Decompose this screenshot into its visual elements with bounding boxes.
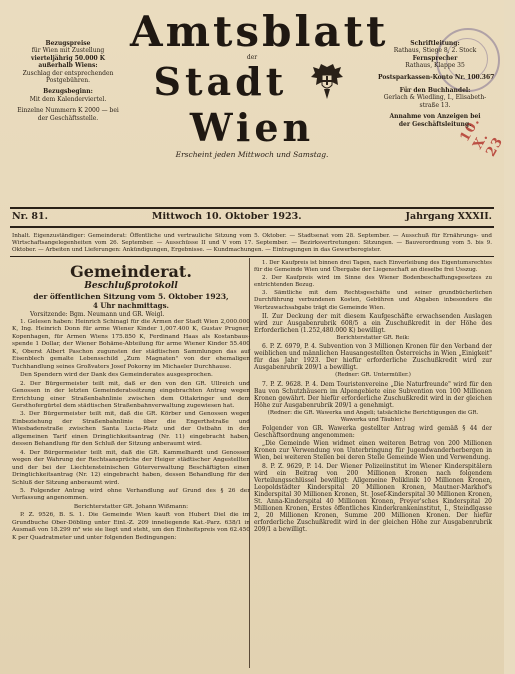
info-line: Fernsprecher xyxy=(412,54,458,62)
info-line: Zuschlag der entsprechenden xyxy=(22,69,114,77)
rapporteur-line: Berichterstatter GR. Reik: xyxy=(336,334,410,341)
rule-below-toc xyxy=(10,256,494,257)
info-line: straße 13. xyxy=(419,101,451,109)
issue-line xyxy=(12,211,492,222)
info-line: Schriftleitung: xyxy=(410,40,460,47)
paragraph: 4. Der Bürgermeister teilt mit, daß die GR. Kammelhardt und Genossen wegen der Wahrung der Rechtsansprüche der Heiger städtischer Angestellten und der bei der Liechtensteinischen Güterverwaltung Beschäftigten einen Dringlichkeitsantrag (Nr. 12) eingebracht haben, dessen Behandlung für den Schluß der Sitzung anberaumt wird. xyxy=(12,449,250,486)
paragraph: 8. P. Z. 9629, P. 14. Der Wiener Polizeiinstitut im Wiener Kinderspitälern wird ein Beitrag von 200 Millionen Kronen nach folgendem Verteilungsschlüssel bewilligt: Allgemeine Poliklinik 10 Millionen Kronen, Leopoldstädter Kinderspital 20 Millionen Kronen, Mautner-Markhof's Kinderspital 30 Millionen Kronen, St. Josef-Kinderspital 30 Millionen Kronen, St. Anna-Kinderspital 40 Millionen Kronen, Preyer'sches Kinderspital 20 Millionen Kronen, Erstes öffentliches Kinderkrankeninstitut, I., Steindlgasse 2, 20 Millionen Kronen, Summe 200 Millionen Kronen. Der hiefür erforderliche Zuschußkredit wird in der gleichen Höhe zur Ausgabenrubrik 209/1 a bewilligt. xyxy=(254,462,492,534)
paragraph: 1. Gelesen haben: Heinrich Schinagl für die Armen der Stadt Wien 2,000.000 K, Ing. Heinrich Donn für arme Wiener Kinder 1,007.400 K, Gustav Prugner, Kopenhagen, für Armen Wiens 175.850 K, Ferdinand Haas als Kostanbaus-spende 1 Dollar, der Wiener Bohäme-Abteilung für arme Wiener Kinder 55.400 K, Oberst Albert Paschon zugunsten der städtischen Sammlungen das auf Eisenblech gemalte Lebensschild „Zum Magnaten" von der ehemaligen Tuchhandlung seines Großvaters Josef Pokorny im Michaeler Durchhause. xyxy=(12,319,250,370)
session-heading: der öffentlichen Sitzung vom 5. Oktober 1923, xyxy=(33,292,229,301)
info-line: Bezugspreise xyxy=(45,40,91,47)
info-line: außerhalb Wiens: xyxy=(38,62,98,70)
info-line: der Geschäftsstelle. xyxy=(37,114,99,122)
info-line: Einzelne Nummern K 2000 — bei xyxy=(17,107,119,115)
masthead-wien: Wien xyxy=(189,105,315,150)
column-right xyxy=(254,260,492,534)
editorial-info xyxy=(378,40,495,128)
info-line: Bezugsbeginn: xyxy=(43,88,93,96)
info-line: Rathaus, Klappe 35 xyxy=(405,62,465,70)
paragraph: 6. P. Z. 6979, P. 4. Subvention von 3 Millionen Kronen für den Verband der weiblichen und männlichen Hausangestellten Österreichs in Wien „Einigkeit" für das Jahr 1923. Der hiefür erforderliche Zuschußkredit wird zur Ausgabenrubrik 209/1 a bewilligt. xyxy=(254,343,492,372)
speaker-note: (Redner: die GR. Wawerka und Angeli; tatsächliche Berichtigungen die GR. Wawerka und Täubler.) xyxy=(267,409,479,423)
protocol-heading: Beschlußprotokoll xyxy=(84,281,178,291)
paragraph: 2. Der Bürgermeister teilt mit, daß er den von den GR. Ullreich und Genossen in der letzten Gemeinderatssitzung eingebrachten Antrag wegen Errichtung einer Straßenbahnlinie zwischen dem Ottakringer und dem Gersthofergürtel dem städtischen Straßenbahnverwaltung zugewiesen hat. xyxy=(12,380,250,409)
paragraph: 3. Der Bürgermeister teilt mit, daß die GR. Körber und Genossen wegen Einbeziehung der Straßenbahnlinie über die Engerthstraße und Wiesbadenstraße zwischen Santa Lucia-Platz und der Ostbahn in den allgemeinen Tarif einen Dringlichkeitsantrag (Nr. 11) eingebracht haben, dessen Behandlung für den Schluß der Sitzung anberaumt wird. xyxy=(12,411,250,448)
masthead-stadt: Stadt xyxy=(153,59,288,104)
paragraph: P. Z. 9526, B. S. 1. Die Gemeinde Wien kauft von Hubert Diel die im Grundbuche Ober-Döbling unter Einl.-Z. 209 inneliegende Kat.-Parz. 638/1 in Ausmaß von 18.299 m² wie sie liegt und steht, um den Einheitspreis von 62.450 K per Quadratmeter und unter folgenden Bedingungen: xyxy=(12,512,250,541)
chair-line: Vorsitzende: Bgm. Neumann und GR. Weigl. xyxy=(30,311,165,318)
paragraph: 3. Sämtliche mit dem Rechtsgeschäfte und seiner grundbücherlichen Durchführung verbundenen Kosten, Gebühren und Abgaben inbesondere die Wertzuwachsabgabe trägt die Gemeinde Wien. xyxy=(254,290,492,311)
info-line: Annahme von Anzeigen bei xyxy=(389,113,481,121)
masthead-der: der xyxy=(246,54,258,61)
vienna-eagle-crest-icon xyxy=(310,63,344,108)
issue-date: Mittwoch 10. Oktober 1923. xyxy=(151,211,302,222)
info-line: Postsparkassen-Konto Nr. 100.367 xyxy=(378,73,495,81)
rule-top xyxy=(10,207,494,209)
column-left xyxy=(12,262,250,543)
rapporteur-line: Berichterstatter GR. Johann Wißmann: xyxy=(73,503,189,510)
section-heading: Gemeinderat. xyxy=(70,262,192,281)
table-of-contents: Inhalt. Eigenzuständiger: Gemeinderat: Öffentliche und vertrauliche Sitzung vom 5. Oktober. — Stadtsenat vom 28. September. — Ausschuß für Ernährungs- und Wirtschaftsangelegenheiten vom 26. September. — Ausschüsse II und V vom 17. September. — Bezirksvertretungen: Sitzungen. — Bauverordnung vom 5. bis 9. Oktober. — Arbeiten und Lieferungen: Ankündigungen, Ergebnisse. — Kundmachungen. — Eintragungen in das Gewerberegister. xyxy=(12,233,492,254)
issue-volume: Jahrgang XXXII. xyxy=(405,211,492,222)
red-handwritten-date: 10. X. 23 xyxy=(457,114,507,160)
subscription-info xyxy=(14,40,122,122)
paragraph: Den Spendern wird der Dank des Gemeinderates ausgesprochen. xyxy=(20,372,213,379)
speaker-note: (Redner: GR. Untermüller.) xyxy=(335,372,411,379)
paragraph: II. Zur Deckung der mit diesem Kaufgeschäfte erwachsenden Auslagen wird zur Ausgabenrubrik 608/5 a ein Zuschußkredit in der Höhe des Erforderlichen (1.252,480.000 K) bewilligt. xyxy=(254,312,492,334)
paragraph: „Die Gemeinde Wien widmet einen weiteren Betrag von 200 Millionen Kronen zur Verwendung von Unterbringung für Jugendwanderherbergen in Wien, bei weiteren Stellen bei deren Stelle Gemeinde Wien und Verwendung. xyxy=(254,440,492,462)
session-time: 4 Uhr nachmittags. xyxy=(93,301,169,310)
info-line: Gerlach & Wiedling, I., Elisabeth- xyxy=(383,94,487,102)
paragraph: 5. Folgender Antrag wird ohne Verhandlung auf Grund des § 26 der Verfassung angenommen. xyxy=(12,487,250,502)
info-line: Mit dem Kalenderviertel. xyxy=(29,95,107,103)
masthead xyxy=(130,7,389,159)
info-line: für Wien mit Zustellung xyxy=(31,47,105,55)
info-line: Postgebühren. xyxy=(45,77,91,85)
rule-below-issue xyxy=(10,226,494,228)
masthead-subtitle: Erscheint jeden Mittwoch und Samstag. xyxy=(175,150,329,159)
paragraph: 2. Der Kaufpreis wird im Sinne des Wiener Bodenbeschaffungsgesetzes zu entrichtenden Bezug. xyxy=(254,275,492,289)
paragraph: 1. Der Kaufpreis ist binnen drei Tagen, nach Einverleibung des Eigentumsrechtes für die Gemeinde Wien und Übergabe der Liegenschaft an dieselbe frei Usszug. xyxy=(254,260,492,274)
issue-number: Nr. 81. xyxy=(12,211,48,222)
paragraph: Folgender von GR. Wawerka gestellter Antrag wird gemäß § 44 der Geschäftsordnung angenommen: xyxy=(254,425,492,440)
info-line: der Geschäftsleitung. xyxy=(398,120,472,128)
masthead-title: Amtsblatt xyxy=(130,7,389,56)
info-line: Rathaus, Stiege 8, 2. Stock xyxy=(393,47,477,55)
masthead-city xyxy=(130,59,374,150)
info-line: Für den Buchhandel: xyxy=(399,87,471,95)
info-line: vierteljährig 50.000 K xyxy=(30,54,106,62)
paragraph: 7. P. Z. 9628. P. 4. Dem Touristenvereine „Die Naturfreunde" wird für den Bau von Schutzhäusern im Alpengebiete eine Subvention von 100 Millionen Kronen gewährt. Der hiefür erforderliche Zuschußkredit wird in der gleichen Höhe zur Ausgabenrubrik 209/1 a genehmigt. xyxy=(254,380,492,409)
